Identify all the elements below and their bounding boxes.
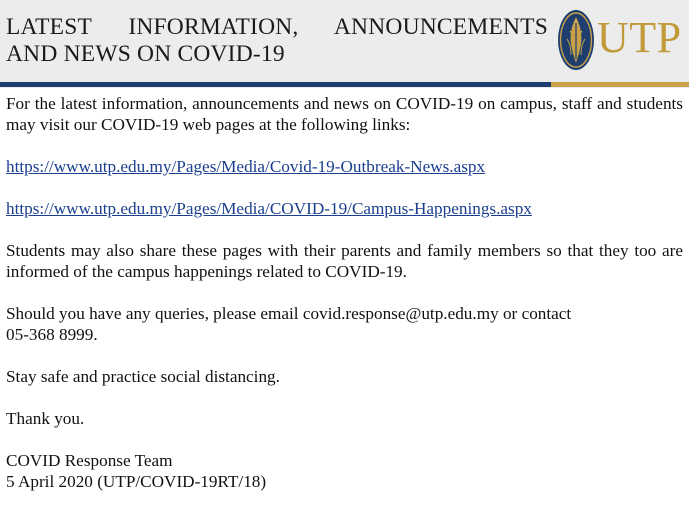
page-header [0, 0, 689, 88]
thanks-paragraph: Thank you. [6, 409, 85, 428]
logo-wordmark: UTP [597, 13, 682, 62]
header-divider-gold [551, 82, 689, 87]
utp-logo [557, 9, 685, 71]
queries-paragraph [6, 303, 683, 345]
outbreak-news-link[interactable]: https://www.utp.edu.my/Pages/Media/Covid-19-Outbreak-News.aspx [6, 157, 486, 176]
signature-team: COVID Response Team [6, 451, 173, 470]
campus-happenings-link[interactable]: https://www.utp.edu.my/Pages/Media/COVID-19/Campus-Happenings.aspx [6, 199, 532, 218]
queries-line-1: Should you have any queries, please email covid.response@utp.edu.my or contact [6, 304, 572, 323]
header-divider-navy [0, 82, 551, 87]
utp-crest-icon [557, 9, 595, 71]
page-title-line-2: AND NEWS ON COVID-19 [6, 41, 285, 67]
contact-phone: 05-368 8999. [6, 325, 98, 344]
signature-block [6, 450, 683, 492]
page-title [6, 14, 548, 68]
share-paragraph: Students may also share these pages with their parents and family members so that they too are informed of the campus happenings related to COVID-19. [6, 241, 683, 281]
intro-paragraph: For the latest information, announcements and news on COVID-19 on campus, staff and students may visit our COVID-19 web pages at the following links: [6, 94, 683, 134]
reference-date: 5 April 2020 (UTP/COVID-19RT/18) [6, 472, 267, 491]
announcement-body [6, 93, 683, 492]
safety-paragraph: Stay safe and practice social distancing. [6, 367, 280, 386]
page-title-line-1: LATEST INFORMATION, ANNOUNCEMENTS [6, 14, 548, 40]
